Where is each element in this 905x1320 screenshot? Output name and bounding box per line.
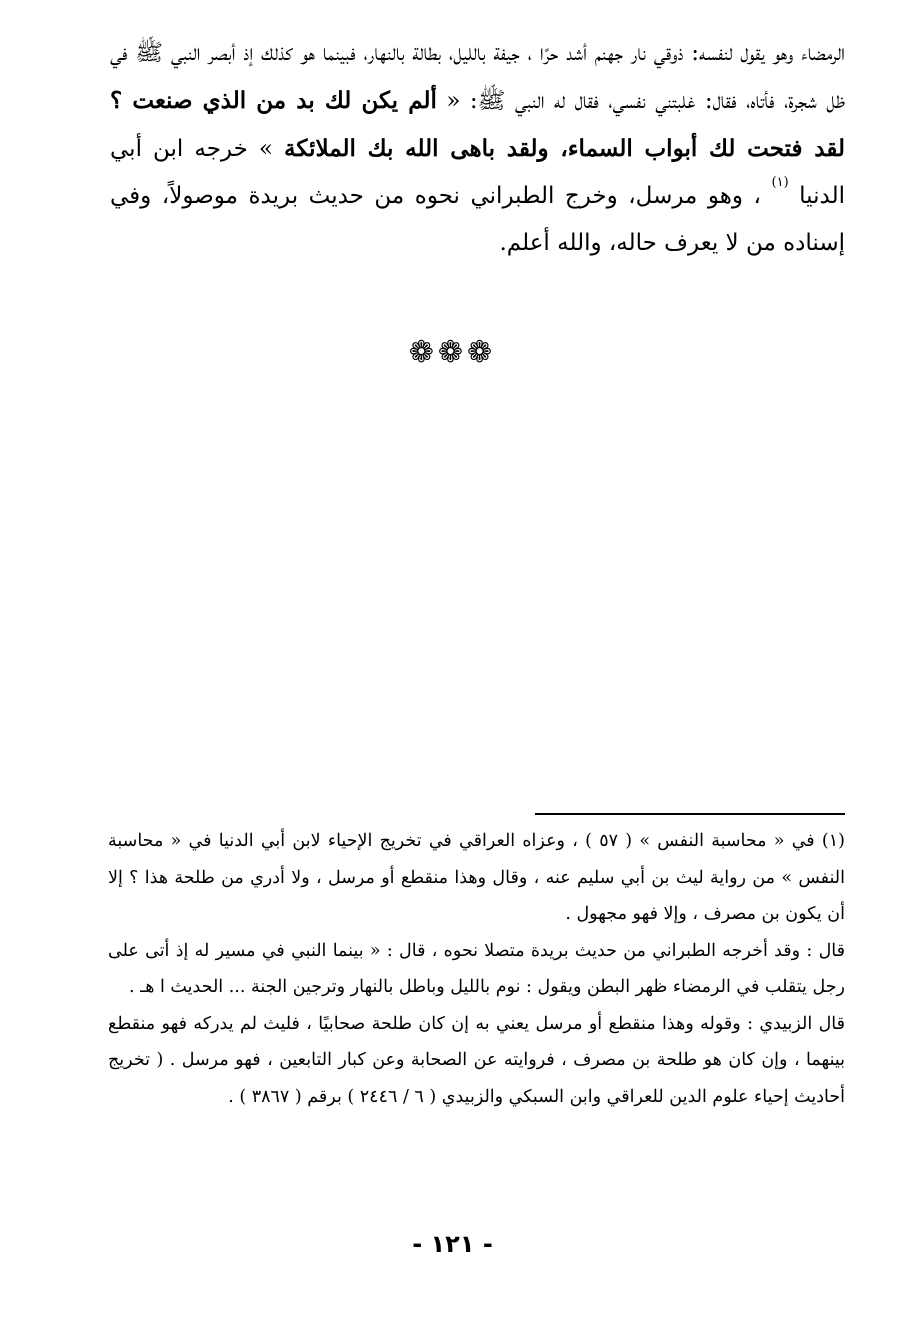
- main-paragraph: [110, 30, 845, 267]
- footnote-paragraph: قال : وقد أخرجه الطبراني من حديث بريدة متصلا نحوه ، قال : « بينما النبي في مسير له إذ أتى على رجل يتقلب في الرمضاء ظهر البطن ويقول : نوم بالليل وباطل بالنهار وترجين الجنة ... الحديث ا هـ .: [108, 940, 845, 997]
- footnote-divider: [535, 813, 845, 815]
- paragraph-text-end: ، وهو مرسل، وخرج الطبراني نحوه من حديث بريدة موصولاً، وفي إسناده من لا يعرف حاله، والله أعلم.: [110, 183, 845, 256]
- section-separator: ❁❁❁: [408, 335, 497, 370]
- footnote-paragraph: قال الزبيدي : وقوله وهذا منقطع أو مرسل يعني به إن كان طلحة صحابيًا ، فليث لم يدركه فهو منقطع بينهما ، وإن كان هو طلحة بن مصرف ، فروايته عن الصحابة وعن كبار التابعين ، فهو مرسل . ( تخريج أحاديث إحياء علوم الدين للعراقي وابن السبكي والزبيدي ( ٦ / ٢٤٤٦ ) برقم ( ٣٨٦٧ ) .: [108, 1013, 845, 1107]
- hadith-quote: ألم يكن لك بد من الذي صنعت ؟ لقد فتحت لك أبواب السماء، ولقد باهى الله بك الملائكة: [110, 87, 845, 162]
- footnote-paragraph: (١) في « محاسبة النفس » ( ٥٧ ) ، وعزاه العراقي في تخريج الإحياء لابن أبي الدنيا في « محاسبة النفس » من رواية ليث بن أبي سليم عنه ، وقال وهذا منقطع أو مرسل ، ولا أدري من طلحة هذا ؟ إلا أن يكون بن مصرف ، وإلا فهو مجهول .: [108, 831, 845, 924]
- paragraph-text: الرمضاء وهو يقول لنفسه: ذوقي نار جهنم أشد حرًا ، جيفة بالليل، بطالة بالنهار، فبينما هو كذلك إذ أبصر النبي ﷺ في ظل شجرة، فأتاه، فقال: غلبتني نفسي، فقال له النبي ﷺ: «: [110, 40, 845, 114]
- page-number: - ١٢١ -: [412, 1230, 493, 1258]
- paragraph-text-after-quote: » خرجه ابن أبي الدنيا: [110, 136, 845, 209]
- footnote-reference[interactable]: (١): [771, 175, 789, 190]
- footnotes: [108, 823, 845, 1115]
